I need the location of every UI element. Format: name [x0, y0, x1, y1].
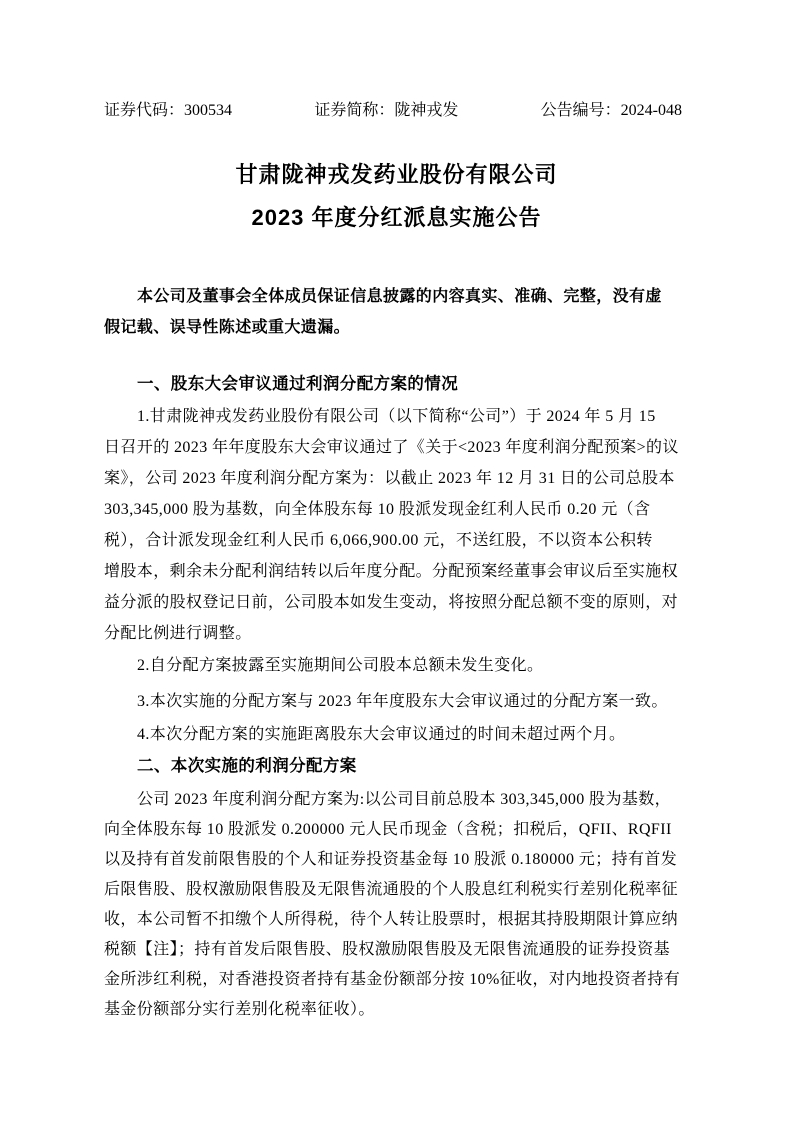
section-1-item-4 — [104, 719, 625, 750]
disclaimer-line: 本公司及董事会全体成员保证信息披露的内容真实、准确、完整，没有虚 — [137, 288, 662, 305]
section-1-item-2 — [104, 650, 543, 681]
paragraph-line: 公司 2023 年度利润分配方案为:以公司目前总股本 303,345,000 股为基数， — [137, 791, 672, 808]
paragraph-line: 税额【注】；持有首发后限售股、股权激励限售股及无限售流通股的证券投资基 — [104, 941, 671, 958]
paragraph-line: 日召开的 2023 年年度股东大会审议通过了《关于<2023 年度利润分配预案>的议 — [104, 439, 679, 456]
paragraph-line: 303,345,000 股为基数，向全体股东每 10 股派发现金红利人民币 0.20 元（含 — [104, 501, 651, 518]
paragraph-line: 金所涉红利税，对香港投资者持有基金份额部分按 10%征收，对内地投资者持有 — [104, 971, 681, 988]
disclaimer — [104, 281, 662, 343]
section-1-item-3 — [104, 686, 668, 717]
section-1-paragraph-1 — [104, 401, 679, 649]
paragraph-line: 收，本公司暂不扣缴个人所得税，待个人转让股票时，根据其持股期限计算应纳 — [104, 911, 679, 928]
paragraph-line: 后限售股、股权激励限售股及无限售流通股的个人股息红利税实行差别化税率征 — [104, 881, 679, 898]
section-2-paragraph-1 — [104, 785, 680, 1025]
paragraph-line: 向全体股东每 10 股派发 0.200000 元人民币现金（含税；扣税后，QFII、RQFII — [104, 821, 672, 838]
announcement-title: 2023 年度分红派息实施公告 — [251, 205, 542, 230]
paragraph-line: 基金份额部分实行差别化税率征收）。 — [104, 1001, 375, 1018]
paragraph-line: 税），合计派发现金红利人民币 6,066,900.00 元，不送红股，不以资本公积转 — [104, 532, 653, 549]
section-1-heading: 一、股东大会审议通过利润分配方案的情况 — [137, 375, 459, 393]
paragraph-line: 分配比例进行调整。 — [104, 625, 252, 642]
paragraph-line: 增股本，剩余未分配利润结转以后年度分配。分配预案经董事会审议后至实施权 — [104, 563, 679, 580]
paragraph-line: 1.甘肃陇神戎发药业股份有限公司（以下简称“公司”）于 2024 年 5 月 15 — [137, 408, 656, 425]
paragraph-line: 4.本次分配方案的实施距离股东大会审议通过的时间未超过两个月。 — [137, 726, 626, 743]
section-2-heading: 二、本次实施的利润分配方案 — [137, 757, 357, 775]
paragraph-line: 2.自分配方案披露至实施期间公司股本总额未发生变化。 — [137, 657, 544, 674]
paragraph-line: 益分派的股权登记日前，公司股本如发生变动，将按照分配总额不变的原则，对 — [104, 594, 679, 611]
paragraph-line: 案》，公司 2023 年度利润分配方案为：以截止 2023 年 12 月 31 日的公司总股本 — [104, 470, 675, 487]
company-title: 甘肃陇神戎发药业股份有限公司 — [235, 162, 558, 187]
stock-code-text: 证券代码：300534 — [104, 102, 233, 119]
stock-name-text: 证券简称：陇神戎发 — [314, 102, 459, 119]
paragraph-line: 3.本次实施的分配方案与 2023 年年度股东大会审议通过的分配方案一致。 — [137, 693, 668, 710]
announcement-number-text: 公告编号：2024-048 — [540, 102, 682, 119]
disclaimer-line: 假记载、误导性陈述或重大遗漏。 — [104, 319, 351, 336]
paragraph-line: 以及持有首发前限售股的个人和证券投资基金每 10 股派 0.180000 元；持有首发 — [104, 851, 678, 868]
document-header — [104, 100, 682, 122]
